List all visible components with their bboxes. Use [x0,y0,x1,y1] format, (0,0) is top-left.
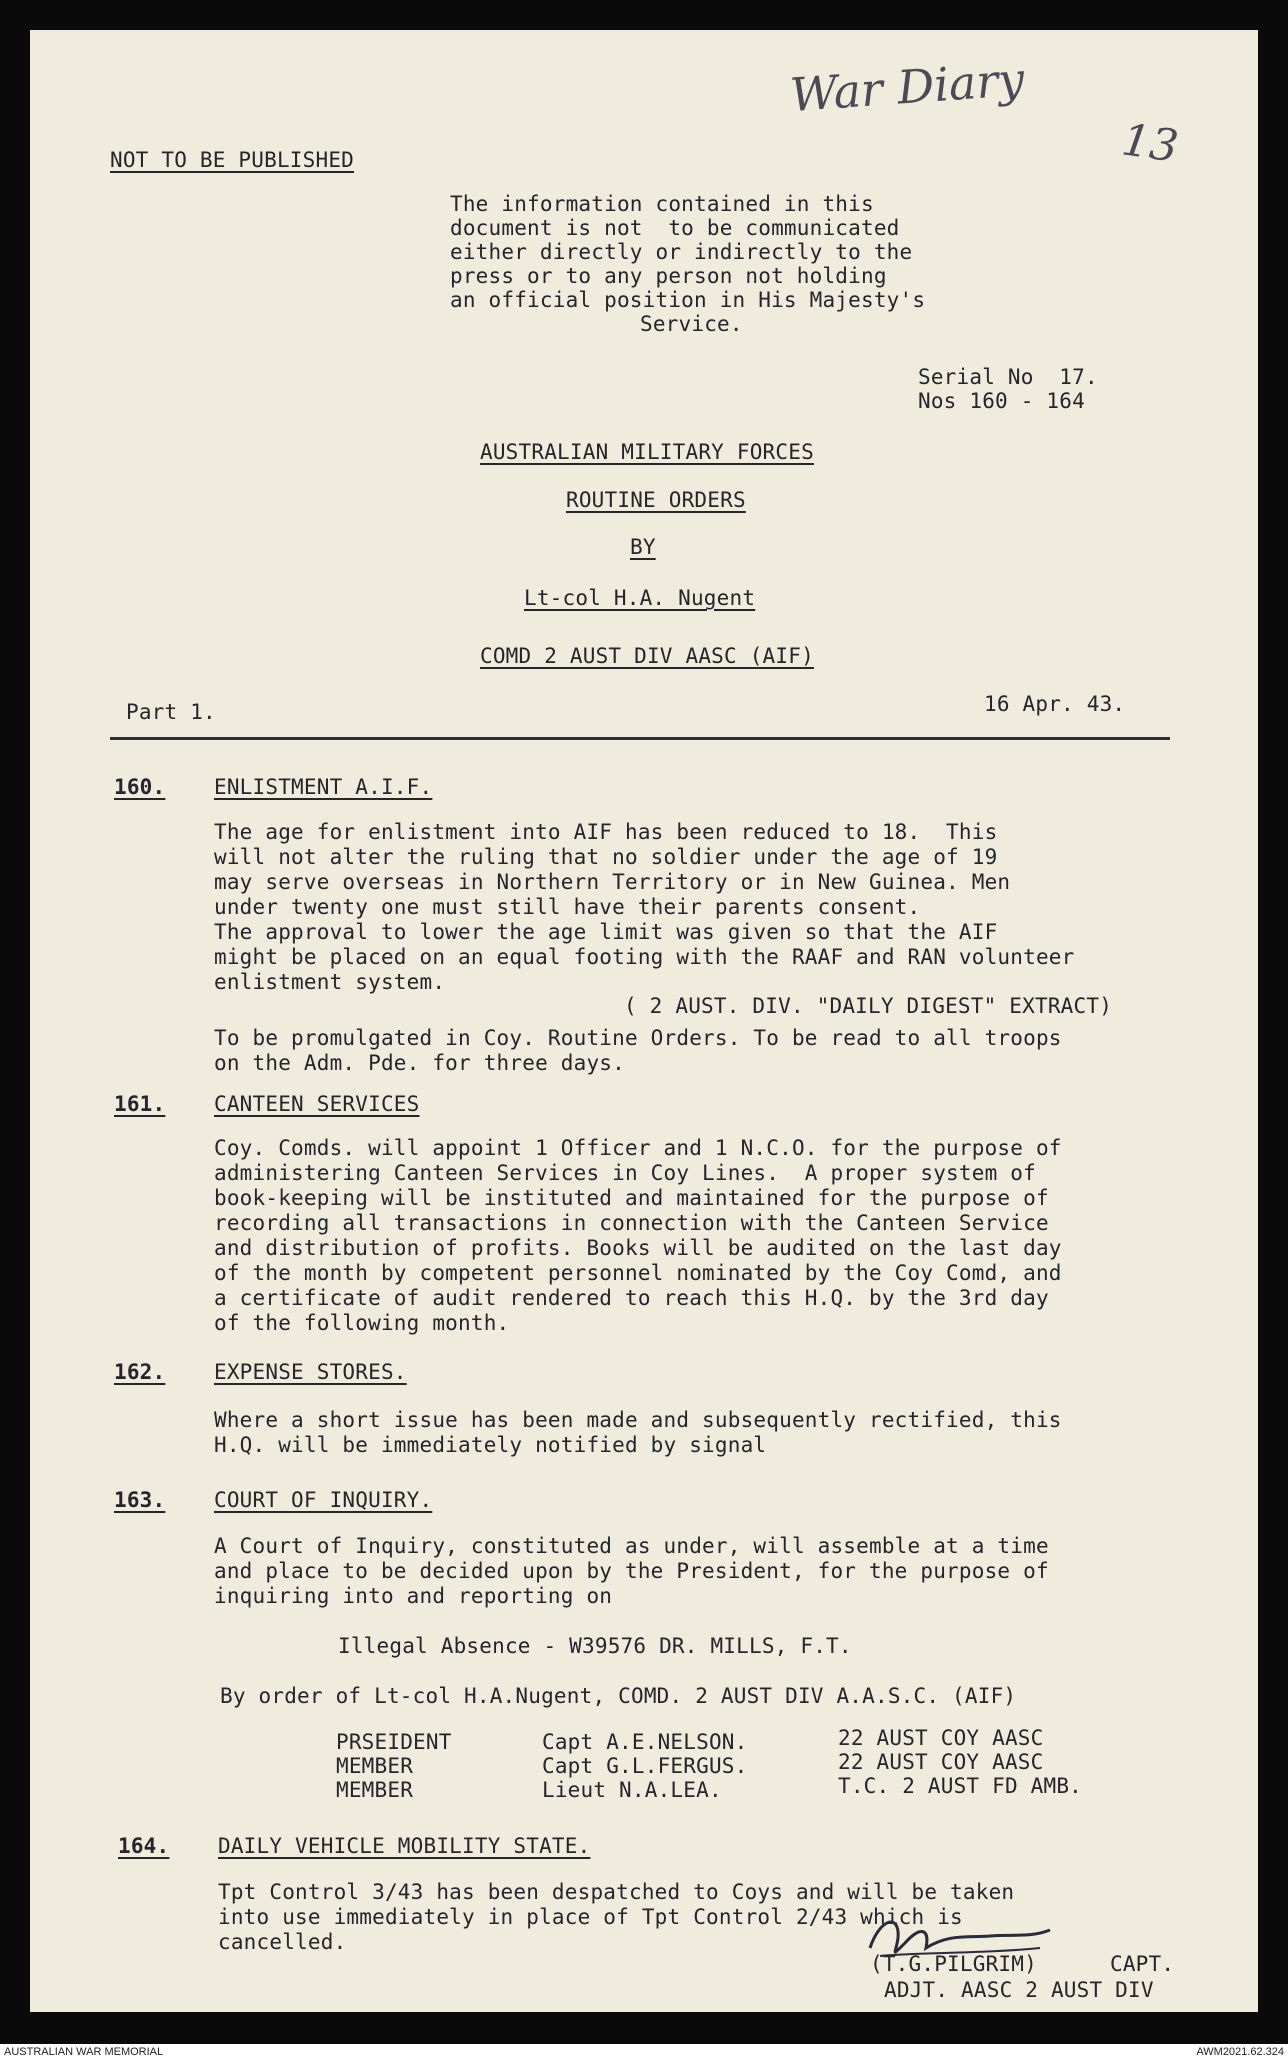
body-line: Where a short issue has been made and subsequently rectified, this [214,1408,1062,1432]
body-line: The approval to lower the age limit was given so that the AIF [214,920,998,944]
order-heading-court-of-inquiry: COURT OF INQUIRY. [214,1488,433,1512]
title-commander-name: Lt-col H.A. Nugent [524,586,756,610]
body-line: may serve overseas in Northern Territory or in New Guinea. Men [214,870,1011,894]
order-number-161: 161. [114,1092,166,1116]
body-line: Coy. Comds. will appoint 1 Officer and 1 N.C.O. for the purpose of [214,1136,1062,1160]
body-line: inquiring into and reporting on [214,1584,613,1608]
body-line: Tpt Control 3/43 has been despatched to Coys and will be taken [218,1880,1015,1904]
body-line: and distribution of profits. Books will be audited on the last day [214,1236,1062,1260]
member-name: Capt G.L.FERGUS. [542,1754,748,1778]
body-line: of the month by competent personnel nominated by the Coy Comd, and [214,1261,1062,1285]
notice-line: Service. [640,312,743,336]
title-military-forces: AUSTRALIAN MILITARY FORCES [480,440,814,464]
member-role: MEMBER [336,1778,414,1802]
member-unit: T.C. 2 AUST FD AMB. [838,1774,1083,1798]
body-line: under twenty one must still have their parents consent. [214,895,921,919]
notice-line: document is not to be communicated [450,216,900,240]
body-line: might be placed on an equal footing with the RAAF and RAN volunteer [214,945,1075,969]
body-line: a certificate of audit rendered to reach this H.Q. by the 3rd day [214,1286,1049,1310]
body-line: and place to be decided upon by the President, for the purpose of [214,1559,1049,1583]
body-line: into use immediately in place of Tpt Control 2/43 which is [218,1905,963,1929]
order-160-instruction-line: To be promulgated in Coy. Routine Orders. To be read to all troops [214,1026,1062,1050]
body-line: A Court of Inquiry, constituted as under, will assemble at a time [214,1534,1049,1558]
order-heading-canteen: CANTEEN SERVICES [214,1092,420,1116]
body-line: recording all transactions in connection with the Canteen Service [214,1211,1049,1235]
document-page [30,30,1258,2012]
body-line: cancelled. [218,1930,347,1954]
order-date: 16 Apr. 43. [984,692,1126,716]
title-command-unit: COMD 2 AUST DIV AASC (AIF) [480,644,814,668]
body-line: book-keeping will be instituted and maintained for the purpose of [214,1186,1049,1210]
member-name: Capt A.E.NELSON. [542,1730,748,1754]
order-160-instruction-line: on the Adm. Pde. for three days. [214,1051,625,1075]
signatory-name: (T.G.PILGRIM) [870,1952,1037,1976]
body-line: The age for enlistment into AIF has been reduced to 18. This [214,820,998,844]
member-role: MEMBER [336,1754,414,1778]
part-label: Part 1. [126,700,216,724]
footer-institution: AUSTRALIAN WAR MEMORIAL [4,2046,164,2058]
signatory-title: ADJT. AASC 2 AUST DIV [884,1978,1154,2002]
body-line: of the following month. [214,1311,510,1335]
order-160-source: ( 2 AUST. DIV. "DAILY DIGEST" EXTRACT) [624,994,1113,1018]
signatory-rank: CAPT. [1110,1952,1175,1976]
title-by: BY [630,535,656,559]
order-heading-vehicle-mobility: DAILY VEHICLE MOBILITY STATE. [218,1834,591,1858]
body-line: H.Q. will be immediately notified by signal [214,1433,767,1457]
notice-line: The information contained in this [450,192,874,216]
order-number-range: Nos 160 - 164 [918,389,1085,413]
inquiry-order-by: By order of Lt-col H.A.Nugent, COMD. 2 AUST DIV A.A.S.C. (AIF) [220,1684,1017,1708]
notice-line: either directly or indirectly to the [450,240,913,264]
handwritten-war-diary-note: War Diary [788,51,1026,123]
title-routine-orders: ROUTINE ORDERS [566,488,746,512]
order-number-160: 160. [114,775,166,799]
header-divider [110,737,1170,740]
inquiry-subject: Illegal Absence - W39576 DR. MILLS, F.T. [338,1634,852,1658]
order-number-163: 163. [114,1488,166,1512]
body-line: enlistment system. [214,970,446,994]
not-to-be-published-heading: NOT TO BE PUBLISHED [110,148,355,172]
body-line: will not alter the ruling that no soldier under the age of 19 [214,845,998,869]
footer-accession-number: AWM2021.62.324 [1196,2046,1284,2058]
notice-line: an official position in His Majesty's [450,288,926,312]
member-name: Lieut N.A.LEA. [542,1778,722,1802]
order-number-164: 164. [118,1834,170,1858]
order-heading-enlistment: ENLISTMENT A.I.F. [214,775,433,799]
member-unit: 22 AUST COY AASC [838,1750,1044,1774]
serial-number: Serial No 17. [918,365,1098,389]
order-number-162: 162. [114,1360,166,1384]
member-role: PRSEIDENT [336,1730,452,1754]
order-heading-expense-stores: EXPENSE STORES. [214,1360,407,1384]
member-unit: 22 AUST COY AASC [838,1726,1044,1750]
body-line: administering Canteen Services in Coy Lines. A proper system of [214,1161,1036,1185]
handwritten-page-number: 13 [1118,114,1182,173]
notice-line: press or to any person not holding [450,264,887,288]
